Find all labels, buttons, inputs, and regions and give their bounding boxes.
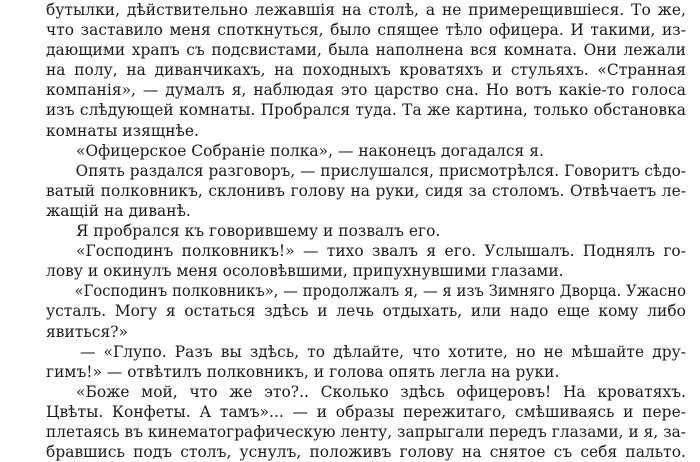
- text-line: «Боже мой, что же это?.. Сколько здѣсь офицеровъ! На кроватяхъ.: [76, 382, 686, 401]
- text-line: на полу, на диванчикахъ, на походныхъ кроватяхъ и стульяхъ. «Странная: [46, 61, 686, 80]
- text-line: что заставило меня споткнуться, было спящее тѣло офицера. И такими, из-: [46, 21, 686, 40]
- text-line: бутылки, дѣйствительно лежавшія на столѣ, а не примерещившіеся. То же,: [46, 1, 686, 19]
- text-line: гимъ!» — отвѣтилъ полковникъ, и голова опять легла на руки.: [46, 362, 560, 381]
- text-line: комнаты изящнѣе.: [46, 121, 199, 140]
- body-text: [46, 0, 686, 462]
- text-line: явиться?»: [46, 322, 128, 341]
- text-line: Я пробрался къ говорившему и позвалъ его.: [76, 222, 441, 241]
- text-line: лову и окинулъ меня осоловѣвшими, припухнувшими глазами.: [46, 262, 564, 281]
- text-line: усталъ. Могу я остаться здѣсь и лечь отдыхать, или надо еще кому либо: [46, 302, 686, 321]
- text-line: изъ слѣдующей комнаты. Пробрался туда. Та же картина, только обстановка: [46, 101, 686, 120]
- text-line: жащій на диванѣ.: [46, 201, 191, 220]
- text-line: плетаясь въ кинематографическую ленту, запрыгали передъ глазами, и я, за-: [46, 422, 687, 441]
- text-line: компанія», — думалъ я, наблюдая это царство сна. Но вотъ какіе-то голоса: [46, 81, 686, 100]
- text-line: бравшись подъ столъ, уснулъ, положивъ голову на снятое съ себя пальто.: [46, 443, 686, 462]
- text-line: Цвѣты. Конфеты. А тамъ»... — и образы пережитаго, смѣшиваясь и пере-: [46, 402, 686, 421]
- text-line: Опять раздался разговоръ, — прислушался, присмотрѣлся. Говоритъ сѣдо-: [75, 161, 687, 180]
- text-line: — «Глупо. Разъ вы здѣсь, то дѣлайте, что хотите, но не мѣшайте дру-: [80, 342, 686, 361]
- text-line: ватый полковникъ, склонивъ голову на руки, сидя за столомъ. Отвѣчаетъ ле-: [46, 181, 686, 200]
- text-line: дающими храпъ съ подсвистами, была наполнена вся комната. Они лежали: [46, 41, 686, 60]
- text-line: «Офицерское Собраніе полка», — наконецъ догадался я.: [76, 141, 544, 160]
- text-line: «Господинъ полковникъ», — продолжалъ я, — я изъ Зимняго Дворца. Ужасно: [74, 282, 686, 301]
- text-line: «Господинъ полковникъ!» — тихо звалъ я его. Услышалъ. Поднялъ го-: [76, 242, 686, 261]
